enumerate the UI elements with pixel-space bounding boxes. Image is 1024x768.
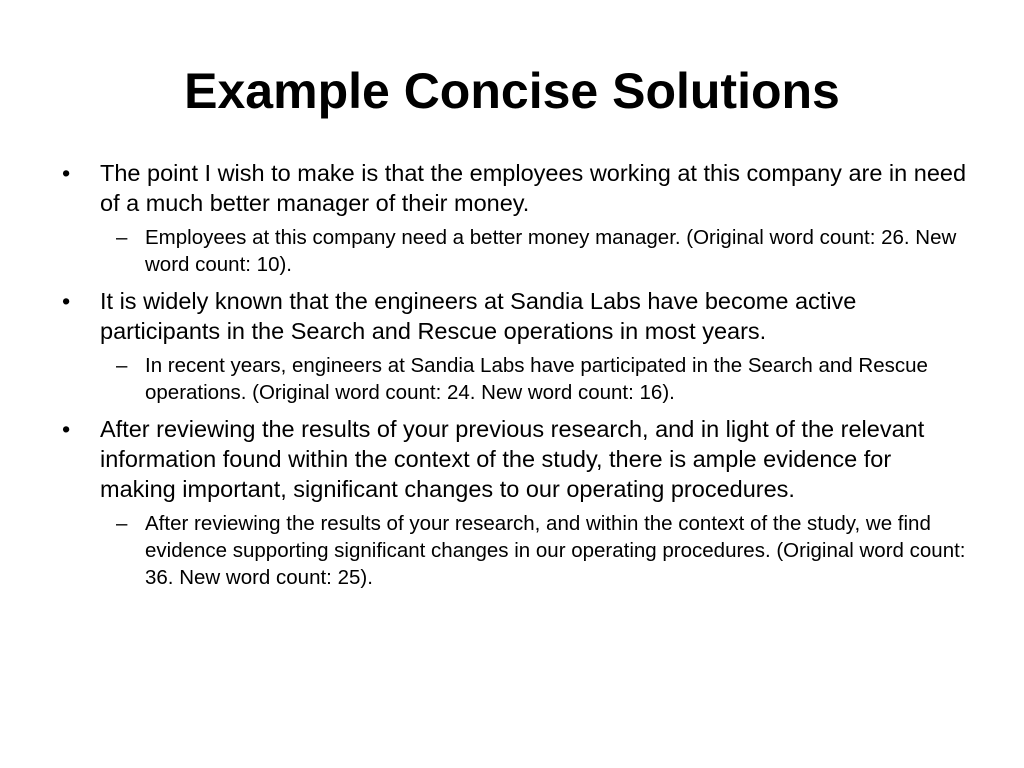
slide-content [58, 158, 973, 599]
slide-title: Example Concise Solutions [184, 63, 840, 119]
sub-bullet-text: After reviewing the results of your research, and within the context of the study, we find evidence supporting significant changes in our operating procedures. (Original word count: 36. New word count: 25). [145, 512, 966, 589]
bullet-text: After reviewing the results of your previous research, and in light of the relevant information found within the context of the study, there is ample evidence for making important, significant changes to our operating procedures. [100, 416, 925, 502]
dash-icon: – [116, 226, 128, 249]
sub-bullet-text: Employees at this company need a better money manager. (Original word count: 26. New word count: 10). [145, 226, 957, 276]
bullet-text: The point I wish to make is that the employees working at this company are in need of a much better manager of their money. [100, 160, 967, 216]
bullet-text: It is widely known that the engineers at Sandia Labs have become active participants in the Search and Rescue operations in most years. [100, 288, 857, 344]
bullet-icon: • [62, 416, 71, 442]
bullet-icon: • [62, 288, 71, 314]
dash-icon: – [116, 512, 128, 535]
sub-bullet-item [58, 352, 973, 406]
bullet-item [58, 286, 973, 346]
sub-bullet-item [58, 224, 973, 278]
bullet-icon: • [62, 160, 71, 186]
bullet-item [58, 414, 973, 504]
sub-bullet-text: In recent years, engineers at Sandia Labs have participated in the Search and Rescue operations. (Original word count: 24. New word count: 16). [145, 354, 928, 404]
dash-icon: – [116, 354, 128, 377]
sub-bullet-item [58, 510, 973, 591]
bullet-item [58, 158, 973, 218]
